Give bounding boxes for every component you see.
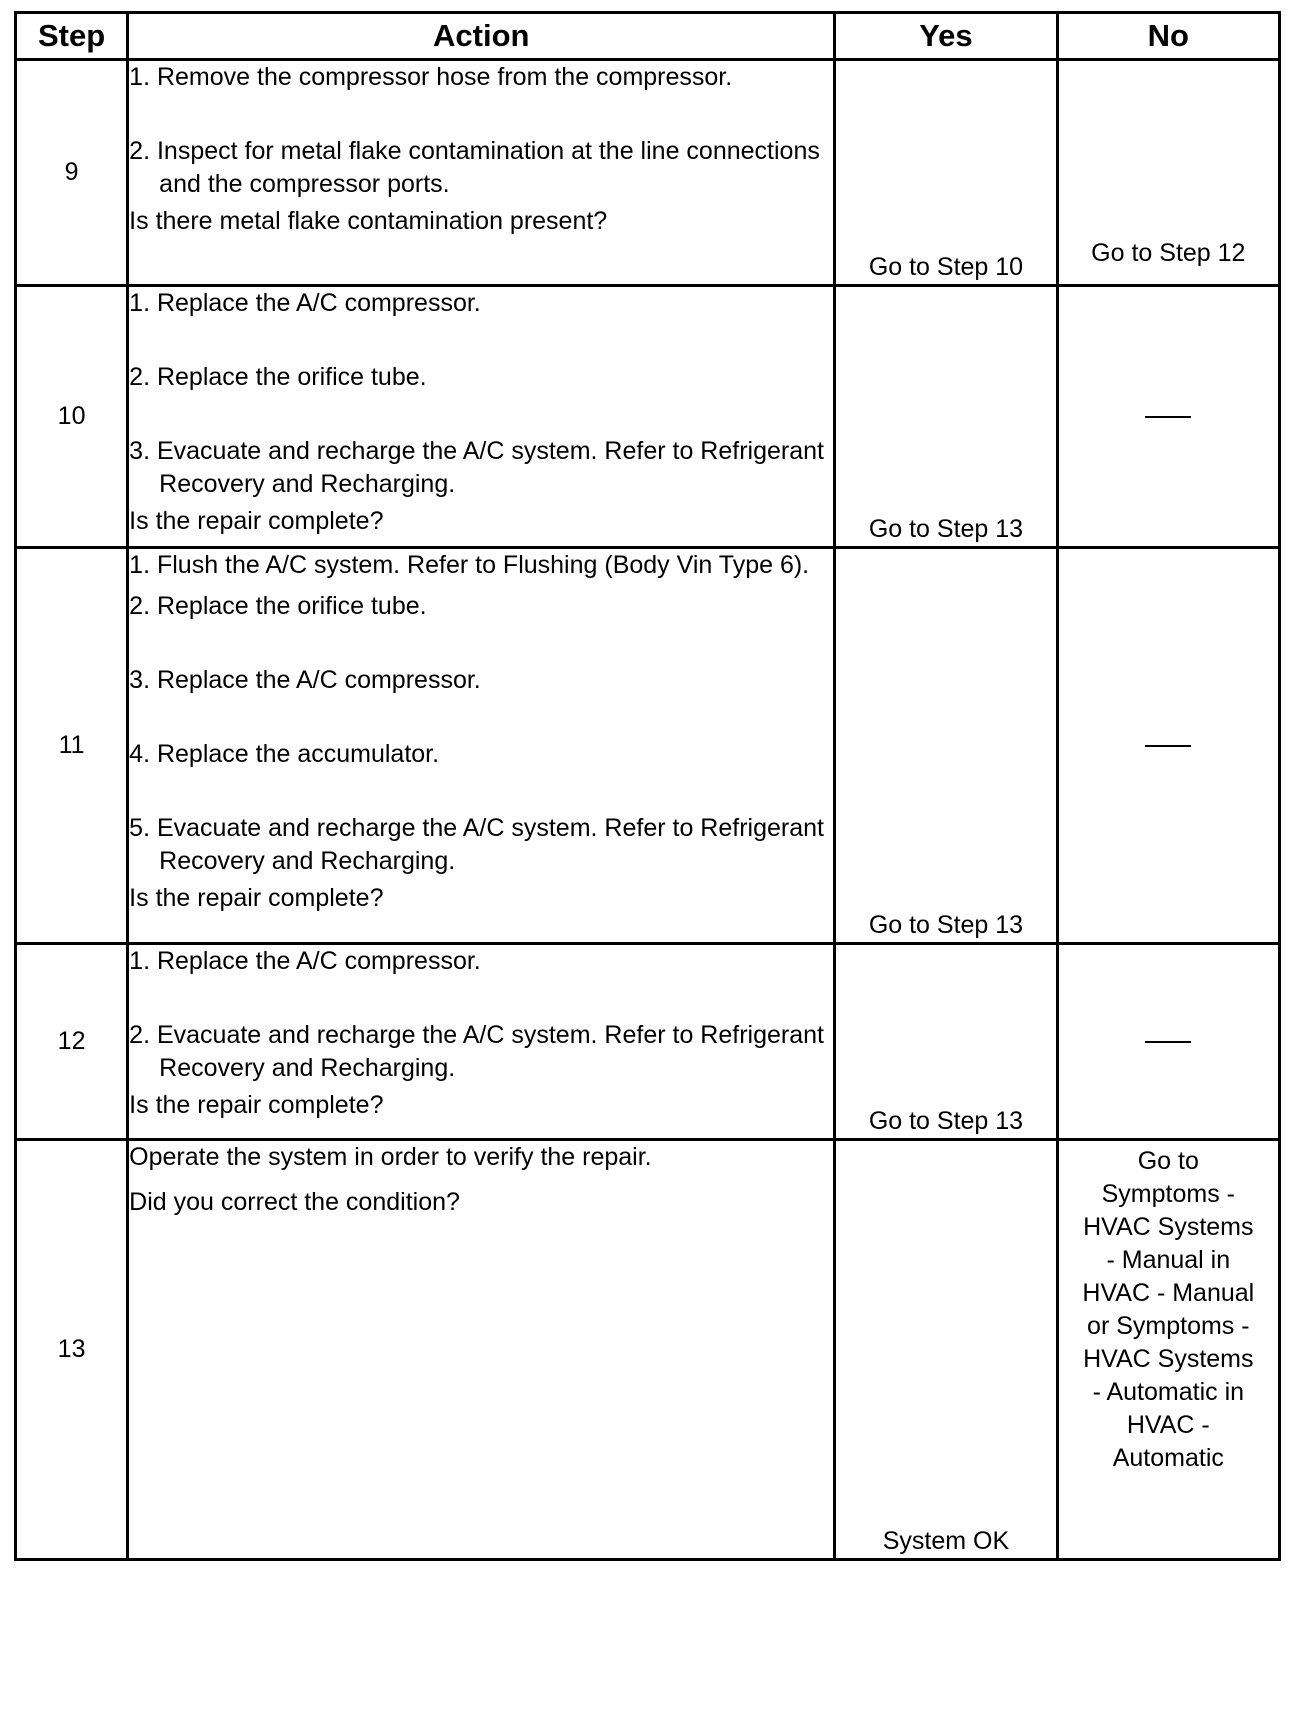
no-result: Go to Symptoms - HVAC Systems - Manual in HVAC - Manual or Symptoms - HVAC Systems - Automatic in HVAC - Automatic bbox=[1057, 1140, 1279, 1560]
action-cell bbox=[128, 60, 835, 286]
header-row bbox=[16, 13, 1280, 60]
no-result bbox=[1057, 286, 1279, 548]
action-item: 1. Remove the compressor hose from the compressor. bbox=[129, 63, 733, 91]
table-row bbox=[16, 944, 1280, 1140]
yes-result: Go to Step 13 bbox=[835, 286, 1057, 548]
step-number: 11 bbox=[16, 548, 128, 944]
action-item: 3. Evacuate and recharge the A/C system. Refer to Refrigerant Recovery and Recharging. bbox=[129, 437, 824, 498]
procedure-table bbox=[14, 11, 1281, 1561]
step-number: 10 bbox=[16, 286, 128, 548]
action-question: Is the repair complete? bbox=[129, 884, 384, 912]
dash-mark bbox=[1145, 416, 1191, 418]
table-row bbox=[16, 548, 1280, 944]
header-no: No bbox=[1057, 13, 1279, 60]
action-item: 3. Replace the A/C compressor. bbox=[129, 666, 481, 694]
step-number: 9 bbox=[16, 60, 128, 286]
yes-result: System OK bbox=[835, 1140, 1057, 1560]
yes-result: Go to Step 13 bbox=[835, 944, 1057, 1140]
action-item: 5. Evacuate and recharge the A/C system. Refer to Refrigerant Recovery and Recharging. bbox=[129, 814, 824, 875]
no-result bbox=[1057, 548, 1279, 944]
action-item: 1. Replace the A/C compressor. bbox=[129, 947, 481, 975]
header-step: Step bbox=[16, 13, 128, 60]
table-row bbox=[16, 286, 1280, 548]
header-yes: Yes bbox=[835, 13, 1057, 60]
action-question: Is there metal flake contamination present? bbox=[129, 207, 608, 235]
action-question: Is the repair complete? bbox=[129, 1091, 384, 1119]
table-row bbox=[16, 60, 1280, 286]
action-cell bbox=[128, 944, 835, 1140]
action-item: 1. Replace the A/C compressor. bbox=[129, 289, 481, 317]
action-item: Operate the system in order to verify the repair. bbox=[129, 1143, 652, 1171]
dash-mark bbox=[1145, 1041, 1191, 1043]
action-item: 2. Replace the orifice tube. bbox=[129, 592, 427, 620]
yes-result: Go to Step 10 bbox=[835, 60, 1057, 286]
action-item: 2. Replace the orifice tube. bbox=[129, 363, 427, 391]
action-item: 4. Replace the accumulator. bbox=[129, 740, 440, 768]
action-item: 2. Inspect for metal flake contamination at the line connections and the compressor ports. bbox=[129, 137, 820, 198]
action-cell bbox=[128, 286, 835, 548]
action-question: Did you correct the condition? bbox=[129, 1188, 460, 1216]
action-cell bbox=[128, 548, 835, 944]
yes-result: Go to Step 13 bbox=[835, 548, 1057, 944]
action-item: 2. Evacuate and recharge the A/C system. Refer to Refrigerant Recovery and Recharging. bbox=[129, 1021, 824, 1082]
no-result: Go to Step 12 bbox=[1057, 60, 1279, 286]
table-row bbox=[16, 1140, 1280, 1560]
action-item: 1. Flush the A/C system. Refer to Flushing (Body Vin Type 6). bbox=[129, 551, 810, 579]
no-result bbox=[1057, 944, 1279, 1140]
step-number: 13 bbox=[16, 1140, 128, 1560]
step-number: 12 bbox=[16, 944, 128, 1140]
action-question: Is the repair complete? bbox=[129, 507, 384, 535]
action-cell bbox=[128, 1140, 835, 1560]
dash-mark bbox=[1145, 745, 1191, 747]
header-action: Action bbox=[128, 13, 835, 60]
